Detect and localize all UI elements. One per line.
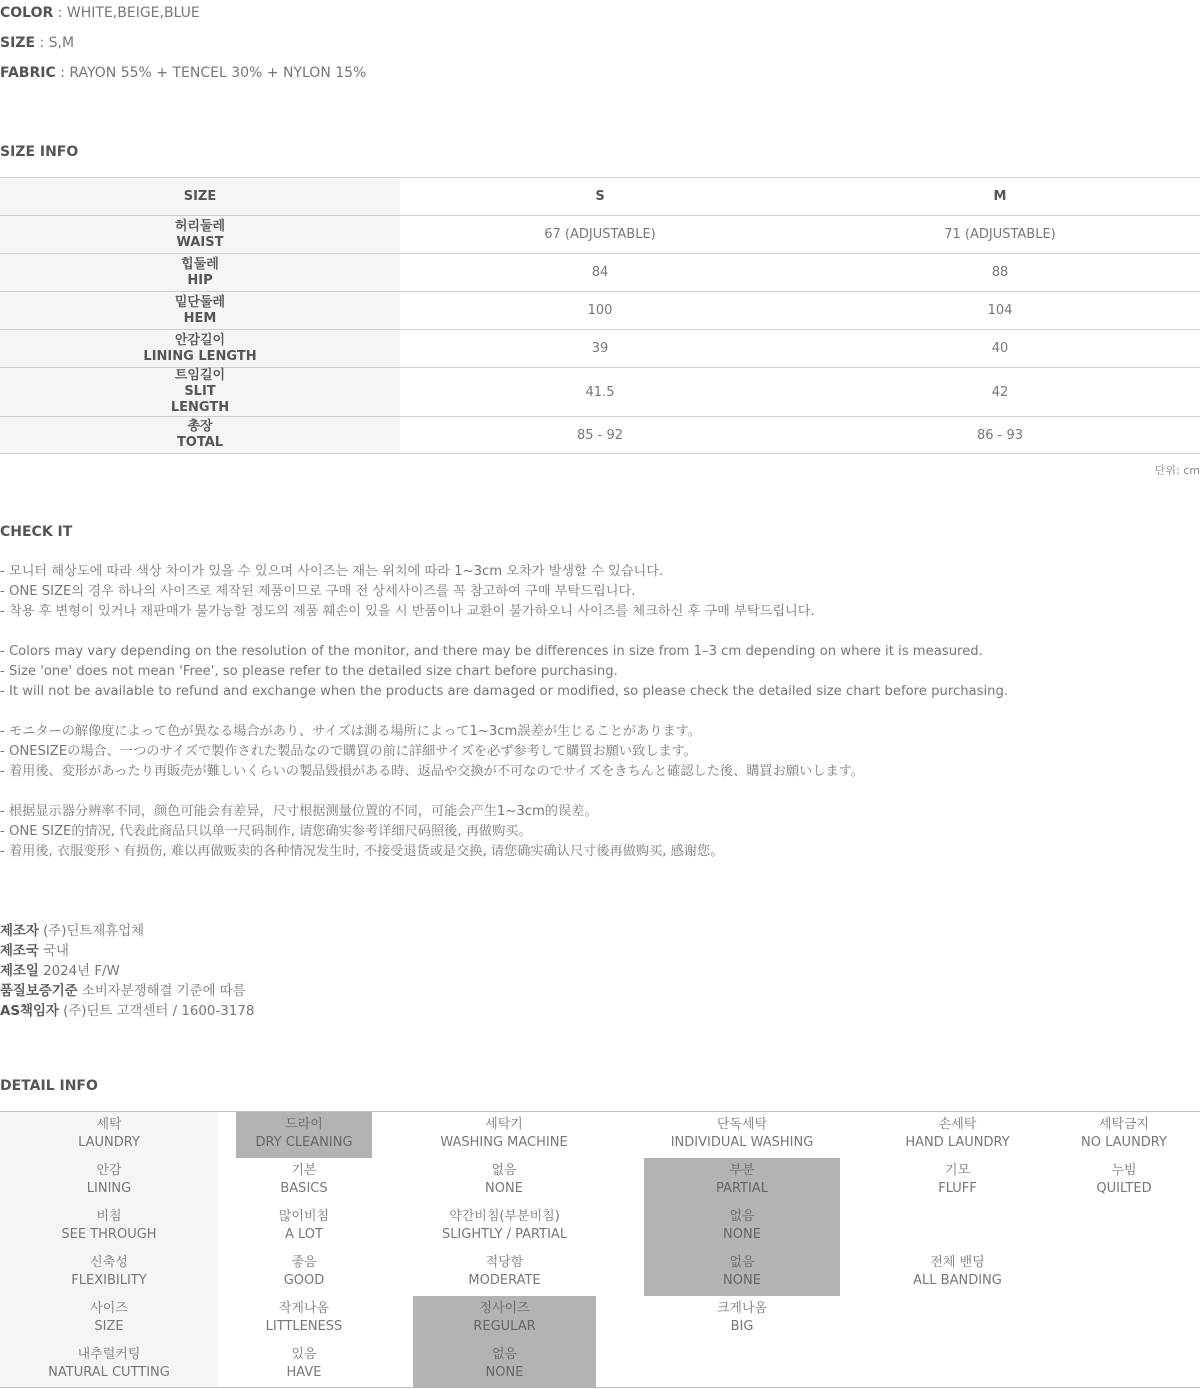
label-en: HEM [183,310,217,326]
detail-row-label [0,1158,218,1204]
detail-grid [0,1111,1200,1388]
label-ko: 총장 [187,419,213,434]
label-ko: 트임길이 [174,368,226,383]
detail-option [644,1112,840,1158]
option-en: BASICS [280,1181,328,1196]
label-ko: 비침 [96,1209,122,1224]
detail-option-selected [644,1204,840,1250]
option-ko: 없음 [729,1255,755,1270]
maker-value: (주)딘트제휴업체 [43,924,145,939]
size-table [0,177,1200,454]
option-ko: 세탁기 [485,1117,523,1132]
detail-option [870,1158,1045,1204]
check-it-english [0,642,1008,702]
fabric-key: FABRIC [0,65,56,81]
label-ko: 안감길이 [174,332,226,348]
check-line: - モニターの解像度によって色が異なる場合があり、サイズは測る場所によって1~3cm誤差が生じることがあります。 [0,724,701,739]
detail-option [218,1296,390,1342]
option-en: A LOT [285,1227,323,1242]
detail-option [644,1296,840,1342]
size-cell-s: 39 [400,330,800,368]
color-value: : WHITE,BEIGE,BLUE [57,5,200,21]
maker-line [0,982,254,1002]
fabric-value: : RAYON 55% + TENCEL 30% + NYLON 15% [60,65,367,81]
option-ko: 좋음 [291,1255,317,1270]
check-it-japanese [0,722,864,782]
size-row-label [0,368,400,417]
option-en: DRY CLEANING [255,1135,353,1150]
option-ko: 없음 [491,1163,517,1178]
detail-option [218,1158,390,1204]
detail-row-label [0,1342,218,1388]
color-key: COLOR [0,5,54,21]
label-ko: 내추럴커팅 [77,1347,141,1362]
option-en: ALL BANDING [913,1273,1002,1288]
option-ko: 작게나옴 [278,1301,330,1316]
check-line: - 착용 후 변형이 있거나 재판매가 불가능할 정도의 제품 훼손이 있을 시 반품이나 교환이 불가하오니 사이즈를 체크하신 후 구매 부탁드립니다. [0,604,815,619]
option-ko: 있음 [291,1347,317,1362]
option-ko: 정사이즈 [479,1301,530,1316]
size-cell-m: 40 [800,330,1200,368]
option-en: FLUFF [938,1181,977,1196]
option-ko: 크게나옴 [716,1301,768,1316]
size-cell-m: 104 [800,292,1200,330]
option-en: NONE [723,1227,761,1242]
detail-option-selected [413,1342,596,1388]
maker-line [0,942,254,962]
label-ko: 세탁 [96,1117,122,1132]
maker-value: (주)딘트 고객센터 / 1600-3178 [63,1004,255,1019]
option-en: BIG [730,1319,754,1334]
label-ko: 신축성 [90,1255,128,1270]
option-ko: 많이비침 [278,1209,330,1224]
label-en: SEE THROUGH [61,1227,157,1242]
check-line: - Size 'one' does not mean 'Free', so please refer to the detailed size chart before purchasing. [0,664,618,679]
size-value: : S,M [39,35,75,51]
option-en: HAVE [286,1365,322,1380]
option-ko: 누빔 [1111,1163,1137,1178]
unit-note: 단위: cm [1154,464,1200,477]
check-it-title: CHECK IT [0,524,73,540]
detail-row-label [0,1296,218,1342]
check-line: - 根据显示器分辨率不同，颜色可能会有差异，尺寸根据测量位置的不同，可能会产生1~3cm的误差。 [0,804,598,819]
option-ko: 전체 밴딩 [930,1255,985,1270]
size-header-m: M [800,178,1200,216]
maker-key: 제조자 [0,924,39,939]
option-en: NONE [485,1365,524,1380]
size-cell-m: 88 [800,254,1200,292]
color-line [0,5,200,21]
detail-option [413,1250,596,1296]
maker-value: 2024년 F/W [43,964,120,979]
detail-option-selected [644,1250,840,1296]
label-en: LINING [86,1181,132,1196]
option-en: INDIVIDUAL WASHING [670,1135,814,1150]
option-ko: 없음 [729,1209,755,1224]
size-cell-s: 84 [400,254,800,292]
maker-key: AS책임자 [0,1004,59,1019]
label-en: FLEXIBILITY [71,1273,147,1288]
maker-line [0,1002,254,1022]
detail-option [218,1250,390,1296]
option-en: NO LAUNDRY [1081,1135,1167,1150]
detail-row-label [0,1112,218,1158]
check-line: - 着用後、変形があったり再販売が難しいくらいの製品毀損がある時、返品や交換が不可なのでサイズをきちんと確認した後、購買お願いします。 [0,764,864,779]
size-cell-s: 41.5 [400,368,800,417]
detail-option [218,1204,390,1250]
label-en: LINING LENGTH [143,348,257,364]
label-ko: 안감 [96,1163,122,1178]
label-en: LAUNDRY [78,1135,140,1150]
size-key: SIZE [0,35,36,51]
option-en: HAND LAUNDRY [905,1135,1010,1150]
size-row-lining-length [0,330,1200,368]
option-en: SLIGHTLY / PARTIAL [441,1227,568,1242]
size-info-title: SIZE INFO [0,144,79,160]
option-en: WASHING MACHINE [440,1135,568,1150]
size-cell-s: 85 - 92 [400,417,800,454]
label-en: WAIST [176,234,224,250]
size-cell-s: 67 (ADJUSTABLE) [400,216,800,254]
option-ko: 없음 [491,1347,518,1362]
label-en: SIZE [94,1319,124,1334]
maker-key: 품질보증기준 [0,984,78,999]
detail-row-label [0,1204,218,1250]
label-ko: 허리둘레 [174,218,226,234]
detail-option [1048,1112,1200,1158]
detail-row-label [0,1250,218,1296]
check-line: - 着用後, 衣服变形丶有损伤, 难以再做贩卖的各种情况发生时, 不接受退货或是交换, 请您确实确认尺寸後再做购买, 感谢您。 [0,844,724,859]
detail-option-selected [644,1158,840,1204]
size-row-hip [0,254,1200,292]
label-en: NATURAL CUTTING [48,1365,170,1380]
size-cell-m: 71 (ADJUSTABLE) [800,216,1200,254]
detail-option [413,1204,596,1250]
size-row-label [0,417,400,454]
label-ko: 밑단둘레 [174,294,226,310]
label-en: HIP [187,272,213,288]
detail-info-title: DETAIL INFO [0,1078,98,1094]
label-en: SLIT [184,384,216,399]
detail-option [384,1158,624,1204]
option-ko: 단독세탁 [716,1117,768,1132]
option-ko: 부분 [729,1163,755,1178]
size-cell-m: 86 - 93 [800,417,1200,454]
label-en-2: LENGTH [170,400,230,415]
maker-line [0,962,254,982]
maker-key: 제조일 [0,964,39,979]
detail-option-selected [413,1296,596,1342]
option-en: LITTLENESS [265,1319,343,1334]
maker-line [0,922,254,942]
option-ko: 손세탁 [938,1117,977,1132]
detail-option [870,1250,1045,1296]
size-cell-m: 42 [800,368,1200,417]
detail-option [870,1112,1045,1158]
size-row-label [0,254,400,292]
detail-option [1048,1158,1200,1204]
label-ko: 힙둘레 [181,256,219,272]
option-ko: 약간비침(부분비침) [449,1209,560,1224]
option-en: REGULAR [473,1319,536,1334]
maker-info [0,922,254,1022]
size-cell-s: 100 [400,292,800,330]
check-it-chinese [0,802,723,862]
fabric-line [0,65,366,81]
check-line: - ONE SIZE의 경우 하나의 사이즈로 제작된 제품이므로 구매 전 상세사이즈를 꼭 참고하여 구매 부탁드립니다. [0,584,636,599]
size-row-label [0,216,400,254]
size-row-slit-length [0,368,1200,417]
maker-value: 소비자분쟁해결 기준에 따름 [81,984,246,999]
option-en: NONE [723,1273,761,1288]
option-en: GOOD [283,1273,325,1288]
check-line: - It will not be available to refund and exchange when the products are damaged or modified, so please check the detailed size chart before purchasing. [0,684,1009,699]
size-header-s: S [400,178,800,216]
size-table-header [0,178,1200,216]
check-line: - 모니터 해상도에 따라 색상 차이가 있을 수 있으며 사이즈는 재는 위치에 따라 1~3cm 오차가 발생할 수 있습니다. [0,564,664,579]
detail-option [218,1342,390,1388]
option-ko: 세탁금지 [1098,1117,1150,1132]
check-it-korean [0,562,815,622]
maker-value: 국내 [43,944,69,959]
size-row-hem [0,292,1200,330]
option-ko: 드라이 [285,1117,323,1132]
option-ko: 적당함 [485,1255,524,1270]
label-en: TOTAL [176,435,224,450]
option-ko: 기모 [944,1163,971,1178]
maker-key: 제조국 [0,944,39,959]
size-row-waist [0,216,1200,254]
option-en: PARTIAL [716,1181,768,1196]
size-row-total [0,417,1200,454]
size-line [0,35,74,51]
detail-option [384,1112,624,1158]
size-row-label [0,292,400,330]
size-row-label [0,330,400,368]
option-en: NONE [485,1181,523,1196]
check-line: - ONE SIZE的情况, 代表此商品只以单一尺码制作, 请您确实参考详细尺码照後, 再做购买。 [0,824,532,839]
check-line: - Colors may vary depending on the resolution of the monitor, and there may be differences in size from 1–3 cm depending on where it is measured. [0,644,983,659]
size-header-label: SIZE [0,178,400,216]
option-en: QUILTED [1096,1181,1152,1196]
detail-option-selected [236,1112,372,1158]
option-ko: 기본 [291,1163,317,1178]
check-line: - ONESIZEの場合、一つのサイズで製作された製品なので購買の前に詳細サイズを必ず参考して購買お願い致します。 [0,744,697,759]
label-ko: 사이즈 [90,1301,128,1316]
option-en: MODERATE [468,1273,541,1288]
